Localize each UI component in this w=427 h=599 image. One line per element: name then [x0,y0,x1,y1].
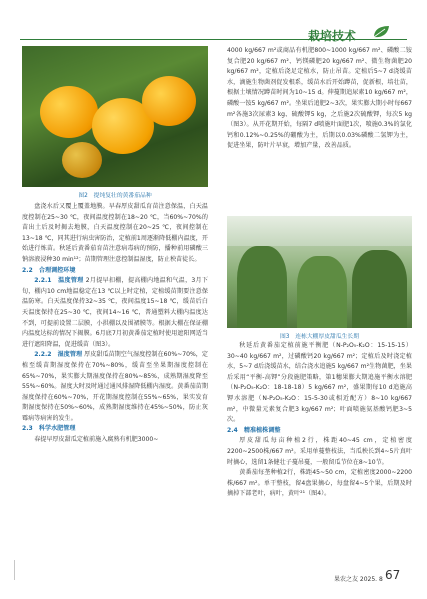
figure-caption-1: 图2 提纯复壮的黄番茄品种 [78,193,152,199]
yellow-tomato-photo [22,46,208,187]
heading-2-3: 2.3 科学水肥管理 [22,425,76,433]
margin-mark [14,560,15,580]
paragraph-melon-planting: 厚皮甜瓜每亩种植2行，株距40~45 cm，定植密度2200~2500株/667 m²。采用单蔓整枝法，当瓜秧长到4~5片真叶时摘心，选留1条健壮子蔓吊蔓，一般留瓜节位在8~10节。 [227,437,412,466]
right-column [227,46,412,152]
paragraph-fertilizer-cont: 4000 kg/667 m²或商品有机肥800~1000 kg/667 m²、磷酸二铵复合肥20 kg/667 m²、钙镁磷肥20 kg/667 m²、微生物菌肥20 kg/667 m²，定植后浇足定植水，防止吊苗。定植后5~7 d浇缓苗水，滴施生物菌剂促发根系，缓苗水后开始蹲苗，促新根，培壮苗，根据土壤情况蹲苗时间为10~15 d。伸蔓期追尿素10 kg/667 m²，磷酸一铵5 kg/667 m²。坐果后追肥2~3次，果实膨大期小时每667 m²各施3次尿素3 kg、硫酸钾5 kg，之后施2次硫酸钾，每次5 kg（图3）。从开花期开始，每隔7 d喷施叶面肥1次，喷施0.3%的氯化钙和0.12%~0.25%的硼酸为主，后期以0.03%磷酸二氢钾为主，促进坐果，防叶片早衰，增加产量，改善品质。 [227,47,412,150]
paragraph-fertilizer-start: 春提早厚皮甜瓜定植前施入腐熟有机肥3000~ [34,436,159,444]
left-column [22,202,208,446]
leaf-icon [371,24,391,40]
paragraph-temperature [22,276,208,350]
figure-caption-2: 图3 连栋大棚厚皮甜瓜生长期 [279,334,360,340]
heading-2-2: 2.2 合理调控环境 [22,266,76,274]
humidity-text: 厚皮甜瓜苗期空气湿度控制在60%~70%，定植至缓苗期湿度保持在70%~80%，缓苗至坐果期湿度控制在65%~70%，果实膨大期湿度保持在80%~85%，成熟期湿度降至55%~60%。湿度大时及时通过通风排湿降低棚内湿度。黄番茄苗期湿度保持在60%~70%，开花期湿度控制在55%~65%，果实发育期湿度保持在50%~60%，成熟期湿度维持在45%~50%，防止灰霉病等病害的发生。 [22,351,209,422]
magazine-name: 果农之友 2025. 8 [334,576,383,583]
heading-2-4: 2.4 精准植株调整 [227,426,281,434]
subheading-2-2-2: 2.2.2 湿度管理 [34,351,83,359]
right-column-lower [227,341,412,500]
paragraph-humidity [22,350,208,424]
melon-greenhouse-photo [227,216,412,328]
paragraph-tomato-fertilizer: 秋延后黄番茄定植前施平衡肥（N-P₂O₅-K₂O：15-15-15）30~40 kg/667 m²，过磷酸钙20 kg/667 m²；定植后及时浇定植水，5~7 d后浇缓苗水，结合浇水追施5 kg/667 m²生物菌肥，坐果后采用“平衡-高钾”分段施肥策略，第1穗果膨大期追施平衡水溶肥（N-P₂O₅-K₂O：18-18-18）5 kg/667 m²，盛果期每10 d追施高钾水溶肥（N-P₂O₅-K₂O：15-5-30或相近配方）8~10 kg/667 m²，中微量元素复合肥3 kg/667 m²；叶面喷施氨基酸钙肥3~5次。 [227,342,412,424]
page-number: 67 [385,568,401,582]
paragraph-nursery: 盘浇水后又覆上覆盖地膜。早春厚皮甜瓜育苗注意保温，白天温度控制在25~30 ℃，夜间温度控制在18~20 ℃，当60%~70%的苗出土后及时揭去地膜，白天温度控制在20~25 ℃，夜间控制在13~18 ℃，同其进行病虫害防治，定植前1周逐渐降低棚内温度，开始进行炼苗。秋延后黄番茄育苗注意病毒病的预防，播种前用磷酸三钠溶液浸种30 min¹²；苗期管理注意控制温湿度，防止秧苗徒长。 [22,203,208,263]
section-title: 栽培技术 [308,29,357,43]
subheading-2-2-1: 2.2.1 温度管理 [34,277,84,285]
temperature-text: 2月提早扣棚，提高棚内地温和气温，3月下旬，棚内10 cm地温稳定在13 ℃以上时定植，定植缓苗期要注意保温防寒。白天温度保持32~35 ℃，夜间温度15~18 ℃，缓苗后白天温度保持在25~30 ℃，夜间14~16 ℃，普通塑料大棚内温度达不到，可提前设置二层膜，小拱棚以及围裙膜等。根据大棚在保证棚内温度达标的情况下揭膜。6月底7月初黄番茄定植时使用遮阳网适当进行遮阳降温，促进缓苗（图3）。 [22,277,208,348]
paragraph-tomato-planting: 黄番茄每垄种植2行，株距45~50 cm，定植密度2000~2200株/667 m²。单干整枝，留4盘果摘心，每盘留4~5个果，后期及时摘掉下部老叶，病叶，黄叶²¹（图4）。 [227,469,412,498]
